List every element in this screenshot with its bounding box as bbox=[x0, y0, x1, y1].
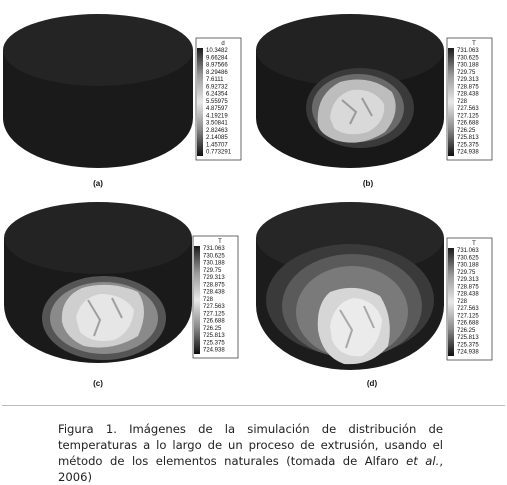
legend-value: 728.438 bbox=[203, 289, 225, 296]
legend-value: 730.188 bbox=[457, 262, 479, 269]
legend-value: 725.813 bbox=[457, 135, 479, 141]
legend-value: 729.75 bbox=[203, 267, 222, 274]
legend-value: 9.66284 bbox=[206, 55, 228, 62]
legend-value: 727.125 bbox=[457, 113, 479, 120]
legend-value: 725.375 bbox=[203, 340, 225, 347]
figure-caption bbox=[58, 421, 443, 485]
legend-value: 728 bbox=[203, 296, 214, 303]
legend-value: 726.25 bbox=[457, 127, 476, 134]
legend-value: 728.438 bbox=[457, 291, 479, 298]
legend-value: 727.563 bbox=[457, 306, 479, 312]
legend-value: 728.438 bbox=[457, 91, 479, 98]
legend-value: 731.063 bbox=[457, 248, 479, 254]
legend-value: 725.813 bbox=[203, 333, 225, 339]
legend-value: 728.875 bbox=[457, 84, 479, 91]
legend-value: 5.55975 bbox=[206, 98, 228, 105]
caption-italic: et al. bbox=[406, 454, 440, 468]
legend-value: 724.938 bbox=[203, 347, 225, 354]
panel-c-cylinder bbox=[4, 202, 192, 363]
legend-value: 731.063 bbox=[457, 48, 479, 54]
legend-value: 727.563 bbox=[203, 304, 225, 310]
legend-value: 724.938 bbox=[457, 349, 479, 356]
legend-value: 8.29486 bbox=[206, 69, 228, 76]
legend-value: 725.375 bbox=[457, 342, 479, 349]
legend-value: 7.6111 bbox=[206, 77, 224, 83]
legend-value: 725.813 bbox=[457, 335, 479, 341]
legend-value: 730.625 bbox=[457, 255, 479, 262]
legend-value: 2.82463 bbox=[206, 127, 228, 134]
legend-title-2: T bbox=[218, 239, 222, 245]
panel-label: (a) bbox=[93, 179, 103, 188]
legend-value: 10.3482 bbox=[206, 48, 228, 54]
legend-value: 726.688 bbox=[457, 120, 479, 127]
legend-title-1: T bbox=[472, 41, 476, 47]
legend-value: 724.938 bbox=[457, 149, 479, 156]
legend-value: 726.25 bbox=[457, 327, 476, 334]
legend-value: 727.563 bbox=[457, 106, 479, 112]
panel-a-cylinder bbox=[3, 14, 193, 168]
legend-value: 727.125 bbox=[457, 313, 479, 320]
legend-value: 726.688 bbox=[457, 320, 479, 327]
legend-value: 730.188 bbox=[203, 260, 225, 267]
legend-value: 1.45707 bbox=[206, 142, 228, 149]
legend-value: 4.87597 bbox=[206, 106, 228, 112]
legend-value: 2.14085 bbox=[206, 135, 228, 141]
legend-value: 728.875 bbox=[203, 282, 225, 289]
legend-value: 726.25 bbox=[203, 325, 222, 332]
legend-value: 6.92732 bbox=[206, 84, 228, 91]
panel-label: (d) bbox=[366, 379, 378, 388]
legend-value: 730.625 bbox=[203, 253, 225, 260]
legend-value: 731.063 bbox=[203, 246, 225, 252]
legend-value: 6.24354 bbox=[206, 91, 228, 98]
legend-value: 730.188 bbox=[457, 62, 479, 69]
legend-value: 727.125 bbox=[203, 311, 225, 318]
legend-value: 729.313 bbox=[457, 77, 479, 83]
legend-value: 729.313 bbox=[203, 275, 225, 281]
caption-divider bbox=[2, 405, 505, 406]
legend-value: 728.875 bbox=[457, 284, 479, 291]
panel-label: (b) bbox=[362, 179, 374, 188]
panel-label: (c) bbox=[93, 379, 103, 388]
caption-text-before: Figura 1. Imágenes de la simulación de distribución de temperaturas a lo largo de un proceso de extrusión, usando el método de los elementos naturales (tomada de Alfaro bbox=[58, 422, 443, 468]
legend-value: 3.50841 bbox=[206, 120, 228, 127]
legend-title-3: T bbox=[472, 241, 476, 247]
legend-value: 0.773291 bbox=[206, 149, 232, 156]
legend-value: 4.19219 bbox=[206, 113, 228, 120]
panel-d-cylinder bbox=[256, 202, 444, 370]
legend-value: 730.625 bbox=[457, 55, 479, 62]
legend-value: 725.375 bbox=[457, 142, 479, 149]
legend-value: 729.75 bbox=[457, 269, 476, 276]
legend-value: 729.75 bbox=[457, 69, 476, 76]
legend-value: 728 bbox=[457, 298, 468, 305]
legend-value: 729.313 bbox=[457, 277, 479, 283]
legend-value: 8.97566 bbox=[206, 62, 228, 69]
caption-text-after: , 2006) bbox=[58, 454, 443, 484]
legend-value: 728 bbox=[457, 98, 468, 105]
legend-title-0: d bbox=[221, 41, 225, 47]
legend-value: 726.688 bbox=[203, 318, 225, 325]
panel-b-cylinder bbox=[256, 14, 444, 168]
